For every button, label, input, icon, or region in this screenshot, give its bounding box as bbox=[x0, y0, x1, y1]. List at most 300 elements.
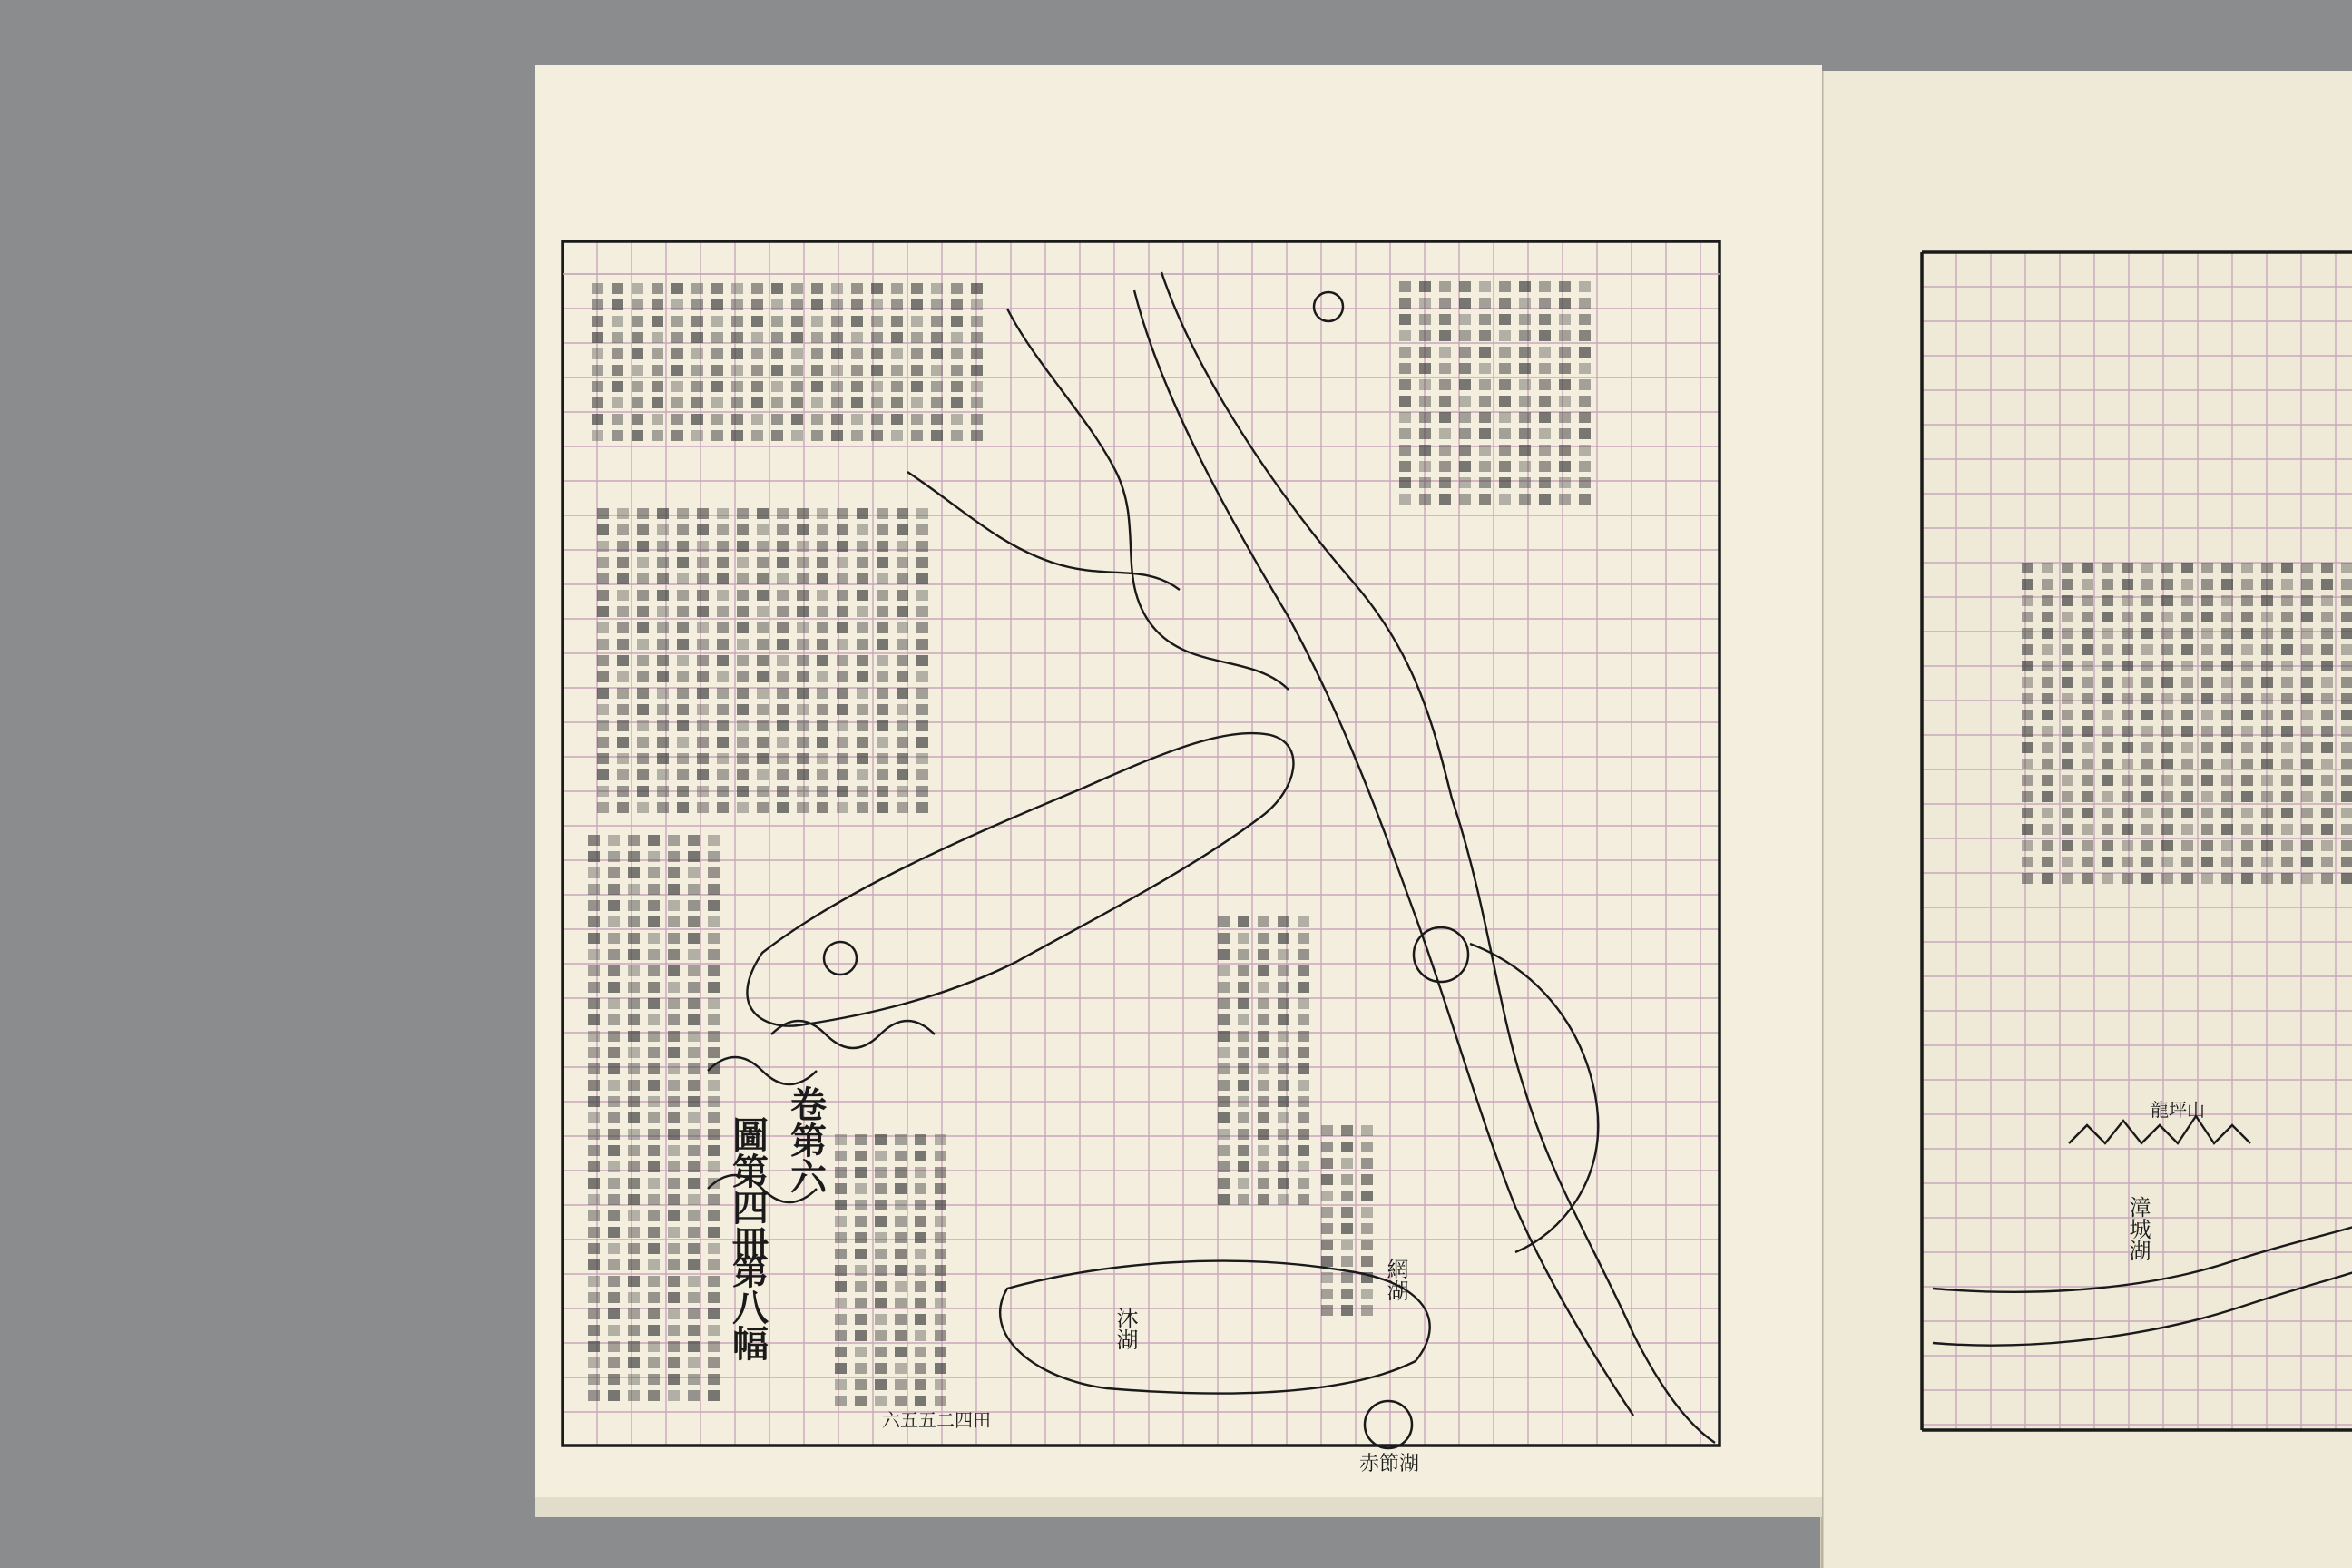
annotation-glyph bbox=[588, 900, 600, 911]
annotation-glyph bbox=[1258, 1194, 1269, 1205]
annotation-glyph bbox=[2261, 759, 2273, 769]
annotation-glyph bbox=[817, 590, 828, 601]
annotation-glyph bbox=[2042, 693, 2053, 704]
annotation-glyph bbox=[1321, 1125, 1333, 1136]
annotation-glyph bbox=[2201, 759, 2213, 769]
annotation-glyph bbox=[2261, 775, 2273, 786]
annotation-glyph bbox=[1298, 1112, 1309, 1123]
annotation-glyph bbox=[2261, 710, 2273, 720]
annotation-glyph bbox=[811, 283, 823, 294]
annotation-glyph bbox=[1399, 298, 1411, 309]
annotation-glyph bbox=[597, 590, 609, 601]
annotation-glyph bbox=[797, 720, 808, 731]
annotation-glyph bbox=[897, 590, 908, 601]
annotation-glyph bbox=[771, 348, 783, 359]
annotation-glyph bbox=[915, 1330, 926, 1341]
annotation-glyph bbox=[608, 1080, 620, 1091]
annotation-glyph bbox=[628, 884, 640, 895]
annotation-glyph bbox=[1519, 363, 1531, 374]
annotation-glyph bbox=[931, 430, 943, 441]
annotation-glyph bbox=[708, 982, 720, 993]
annotation-glyph bbox=[1459, 379, 1471, 390]
annotation-glyph bbox=[691, 430, 703, 441]
annotation-glyph bbox=[831, 414, 843, 425]
annotation-glyph bbox=[837, 802, 848, 813]
annotation-glyph bbox=[791, 348, 803, 359]
annotation-glyph bbox=[708, 1374, 720, 1385]
annotation-glyph bbox=[711, 365, 723, 376]
annotation-glyph bbox=[855, 1249, 867, 1259]
annotation-glyph bbox=[2141, 677, 2153, 688]
annotation-glyph bbox=[1519, 281, 1531, 292]
annotation-glyph bbox=[916, 508, 928, 519]
annotation-glyph bbox=[648, 1129, 660, 1140]
annotation-glyph bbox=[797, 524, 808, 535]
annotation-glyph bbox=[617, 541, 629, 552]
annotation-glyph bbox=[971, 332, 983, 343]
annotation-glyph bbox=[895, 1379, 906, 1390]
annotation-glyph bbox=[1559, 298, 1571, 309]
annotation-glyph bbox=[608, 1325, 620, 1336]
annotation-glyph bbox=[612, 283, 623, 294]
annotation-glyph bbox=[2301, 661, 2313, 671]
annotation-glyph bbox=[608, 1194, 620, 1205]
annotation-glyph bbox=[835, 1134, 847, 1145]
annotation-glyph bbox=[1218, 1178, 1230, 1189]
annotation-glyph bbox=[697, 786, 709, 797]
annotation-glyph bbox=[688, 998, 700, 1009]
annotation-glyph bbox=[2201, 677, 2213, 688]
annotation-glyph bbox=[777, 671, 789, 682]
annotation-glyph bbox=[911, 365, 923, 376]
annotation-glyph bbox=[1519, 347, 1531, 358]
annotation-glyph bbox=[711, 414, 723, 425]
annotation-glyph bbox=[2161, 693, 2173, 704]
annotation-glyph bbox=[2241, 661, 2253, 671]
annotation-glyph bbox=[1399, 445, 1411, 456]
annotation-glyph bbox=[2301, 644, 2313, 655]
annotation-glyph bbox=[931, 283, 943, 294]
annotation-glyph bbox=[837, 769, 848, 780]
annotation-glyph bbox=[2141, 595, 2153, 606]
annotation-glyph bbox=[1258, 1047, 1269, 1058]
annotation-glyph bbox=[2022, 775, 2034, 786]
annotation-glyph bbox=[875, 1216, 887, 1227]
annotation-glyph bbox=[2102, 595, 2113, 606]
annotation-glyph bbox=[895, 1281, 906, 1292]
annotation-glyph bbox=[877, 720, 888, 731]
footer-slug: 六五五二四田 bbox=[882, 1409, 991, 1431]
annotation-glyph bbox=[677, 590, 689, 601]
annotation-glyph bbox=[2281, 840, 2293, 851]
annotation-glyph bbox=[871, 299, 883, 310]
annotation-glyph bbox=[652, 414, 663, 425]
annotation-glyph bbox=[1519, 298, 1531, 309]
annotation-glyph bbox=[588, 1210, 600, 1221]
annotation-glyph bbox=[688, 1063, 700, 1074]
annotation-glyph bbox=[597, 753, 609, 764]
annotation-glyph bbox=[935, 1134, 946, 1145]
annotation-glyph bbox=[2321, 579, 2333, 590]
annotation-glyph bbox=[597, 541, 609, 552]
annotation-glyph bbox=[2082, 661, 2093, 671]
annotation-glyph bbox=[857, 786, 868, 797]
annotation-glyph bbox=[751, 348, 763, 359]
annotation-glyph bbox=[691, 414, 703, 425]
lake-label-huangcheng: 漳城湖 bbox=[2125, 1196, 2151, 1261]
annotation-glyph bbox=[617, 786, 629, 797]
annotation-glyph bbox=[708, 851, 720, 862]
annotation-glyph bbox=[1278, 998, 1289, 1009]
annotation-glyph bbox=[2321, 710, 2333, 720]
annotation-glyph bbox=[1298, 1031, 1309, 1042]
annotation-glyph bbox=[652, 430, 663, 441]
annotation-glyph bbox=[708, 998, 720, 1009]
annotation-glyph bbox=[1238, 933, 1250, 944]
annotation-glyph bbox=[1479, 428, 1491, 439]
annotation-glyph bbox=[2122, 840, 2133, 851]
annotation-glyph bbox=[751, 365, 763, 376]
annotation-glyph bbox=[1479, 281, 1491, 292]
annotation-glyph bbox=[2082, 808, 2093, 818]
annotation-glyph bbox=[691, 348, 703, 359]
annotation-glyph bbox=[771, 299, 783, 310]
annotation-glyph bbox=[1479, 461, 1491, 472]
annotation-glyph bbox=[2341, 808, 2352, 818]
annotation-glyph bbox=[871, 316, 883, 327]
annotation-glyph bbox=[1258, 982, 1269, 993]
annotation-glyph bbox=[1321, 1174, 1333, 1185]
annotation-glyph bbox=[817, 557, 828, 568]
annotation-glyph bbox=[817, 737, 828, 748]
lake-label-wang: 網湖 bbox=[1383, 1258, 1408, 1301]
annotation-glyph bbox=[677, 622, 689, 633]
annotation-glyph bbox=[1218, 1194, 1230, 1205]
annotation-glyph bbox=[2241, 873, 2253, 884]
annotation-glyph bbox=[737, 786, 749, 797]
annotation-glyph bbox=[608, 1357, 620, 1368]
annotation-glyph bbox=[891, 381, 903, 392]
annotation-glyph bbox=[2341, 563, 2352, 573]
annotation-glyph bbox=[668, 1210, 680, 1221]
annotation-glyph bbox=[1559, 347, 1571, 358]
annotation-glyph bbox=[931, 332, 943, 343]
annotation-glyph bbox=[588, 835, 600, 846]
annotation-glyph bbox=[1238, 1014, 1250, 1025]
annotation-glyph bbox=[891, 316, 903, 327]
annotation-glyph bbox=[855, 1298, 867, 1308]
annotation-glyph bbox=[1238, 1047, 1250, 1058]
annotation-glyph bbox=[588, 1357, 600, 1368]
annotation-glyph bbox=[668, 1227, 680, 1238]
annotation-glyph bbox=[1218, 1031, 1230, 1042]
annotation-glyph bbox=[628, 1292, 640, 1303]
annotation-glyph bbox=[2321, 742, 2333, 753]
annotation-glyph bbox=[688, 835, 700, 846]
annotation-glyph bbox=[811, 397, 823, 408]
annotation-glyph bbox=[711, 348, 723, 359]
annotation-glyph bbox=[632, 299, 643, 310]
annotation-glyph bbox=[1399, 396, 1411, 407]
annotation-glyph bbox=[935, 1363, 946, 1374]
annotation-glyph bbox=[851, 299, 863, 310]
annotation-glyph bbox=[2321, 775, 2333, 786]
annotation-glyph bbox=[1238, 1194, 1250, 1205]
annotation-glyph bbox=[588, 1243, 600, 1254]
annotation-glyph bbox=[632, 414, 643, 425]
annotation-glyph bbox=[677, 639, 689, 650]
annotation-glyph bbox=[737, 802, 749, 813]
annotation-glyph bbox=[1559, 412, 1571, 423]
annotation-glyph bbox=[2221, 579, 2233, 590]
annotation-glyph bbox=[2221, 661, 2233, 671]
annotation-glyph bbox=[851, 397, 863, 408]
annotation-glyph bbox=[1218, 1047, 1230, 1058]
annotation-glyph bbox=[877, 688, 888, 699]
annotation-glyph bbox=[2281, 677, 2293, 688]
annotation-glyph bbox=[1439, 330, 1451, 341]
annotation-glyph bbox=[1341, 1256, 1353, 1267]
annotation-glyph bbox=[1399, 347, 1411, 358]
annotation-glyph bbox=[688, 1194, 700, 1205]
annotation-glyph bbox=[2082, 563, 2093, 573]
annotation-glyph bbox=[2141, 726, 2153, 737]
annotation-glyph bbox=[811, 348, 823, 359]
annotation-glyph bbox=[2042, 661, 2053, 671]
annotation-glyph bbox=[628, 1031, 640, 1042]
annotation-glyph bbox=[708, 1145, 720, 1156]
annotation-glyph bbox=[791, 299, 803, 310]
annotation-glyph bbox=[608, 1161, 620, 1172]
annotation-glyph bbox=[688, 1145, 700, 1156]
annotation-glyph bbox=[857, 508, 868, 519]
annotation-glyph bbox=[2181, 873, 2193, 884]
annotation-glyph bbox=[897, 524, 908, 535]
annotation-glyph bbox=[875, 1330, 887, 1341]
annotation-glyph bbox=[697, 573, 709, 584]
annotation-glyph bbox=[1238, 982, 1250, 993]
annotation-glyph bbox=[648, 916, 660, 927]
annotation-glyph bbox=[2122, 563, 2133, 573]
annotation-glyph bbox=[797, 737, 808, 748]
annotation-glyph bbox=[731, 348, 743, 359]
annotation-glyph bbox=[837, 541, 848, 552]
annotation-glyph bbox=[1479, 363, 1491, 374]
annotation-glyph bbox=[2082, 710, 2093, 720]
annotation-glyph bbox=[1579, 330, 1591, 341]
annotation-glyph bbox=[608, 998, 620, 1009]
annotation-glyph bbox=[731, 299, 743, 310]
annotation-glyph bbox=[895, 1298, 906, 1308]
annotation-glyph bbox=[657, 524, 669, 535]
annotation-glyph bbox=[1361, 1223, 1373, 1234]
annotation-glyph bbox=[2201, 742, 2213, 753]
annotation-glyph bbox=[648, 1063, 660, 1074]
annotation-glyph bbox=[2082, 840, 2093, 851]
annotation-glyph bbox=[757, 557, 769, 568]
annotation-glyph bbox=[2241, 726, 2253, 737]
annotation-glyph bbox=[817, 769, 828, 780]
annotation-glyph bbox=[592, 299, 603, 310]
annotation-glyph bbox=[588, 1063, 600, 1074]
annotation-glyph bbox=[951, 316, 963, 327]
annotation-glyph bbox=[2022, 726, 2034, 737]
annotation-glyph bbox=[911, 430, 923, 441]
annotation-glyph bbox=[835, 1379, 847, 1390]
annotation-glyph bbox=[697, 688, 709, 699]
annotation-glyph bbox=[811, 365, 823, 376]
annotation-glyph bbox=[688, 1080, 700, 1091]
annotation-glyph bbox=[2122, 775, 2133, 786]
annotation-glyph bbox=[597, 671, 609, 682]
annotation-glyph bbox=[628, 1194, 640, 1205]
annotation-glyph bbox=[697, 590, 709, 601]
annotation-glyph bbox=[851, 332, 863, 343]
annotation-glyph bbox=[915, 1134, 926, 1145]
annotation-glyph bbox=[617, 671, 629, 682]
annotation-glyph bbox=[935, 1347, 946, 1357]
annotation-glyph bbox=[2141, 857, 2153, 867]
annotation-glyph bbox=[1519, 314, 1531, 325]
annotation-glyph bbox=[1419, 494, 1431, 505]
annotation-glyph bbox=[2261, 791, 2273, 802]
annotation-glyph bbox=[708, 1047, 720, 1058]
annotation-glyph bbox=[857, 655, 868, 666]
annotation-glyph bbox=[2201, 644, 2213, 655]
annotation-glyph bbox=[811, 332, 823, 343]
annotation-glyph bbox=[897, 753, 908, 764]
annotation-glyph bbox=[668, 900, 680, 911]
annotation-glyph bbox=[1218, 1129, 1230, 1140]
annotation-glyph bbox=[711, 430, 723, 441]
annotation-glyph bbox=[1258, 1129, 1269, 1140]
annotation-glyph bbox=[1579, 412, 1591, 423]
annotation-glyph bbox=[657, 753, 669, 764]
annotation-glyph bbox=[637, 655, 649, 666]
annotation-glyph bbox=[897, 541, 908, 552]
annotation-glyph bbox=[2102, 628, 2113, 639]
annotation-glyph bbox=[1419, 363, 1431, 374]
annotation-glyph bbox=[891, 332, 903, 343]
annotation-glyph bbox=[871, 430, 883, 441]
annotation-glyph bbox=[612, 414, 623, 425]
annotation-glyph bbox=[628, 916, 640, 927]
annotation-glyph bbox=[2301, 563, 2313, 573]
annotation-glyph bbox=[2141, 791, 2153, 802]
annotation-glyph bbox=[652, 299, 663, 310]
annotation-glyph bbox=[1439, 314, 1451, 325]
annotation-glyph bbox=[737, 769, 749, 780]
annotation-glyph bbox=[657, 622, 669, 633]
annotation-glyph bbox=[2281, 857, 2293, 867]
annotation-glyph bbox=[877, 704, 888, 715]
annotation-glyph bbox=[897, 671, 908, 682]
annotation-glyph bbox=[708, 1390, 720, 1401]
annotation-glyph bbox=[717, 655, 729, 666]
annotation-glyph bbox=[897, 573, 908, 584]
annotation-glyph bbox=[1341, 1272, 1353, 1283]
annotation-glyph bbox=[2221, 693, 2233, 704]
annotation-glyph bbox=[935, 1314, 946, 1325]
annotation-glyph bbox=[592, 397, 603, 408]
annotation-glyph bbox=[688, 1276, 700, 1287]
annotation-glyph bbox=[1258, 1031, 1269, 1042]
annotation-glyph bbox=[711, 283, 723, 294]
annotation-glyph bbox=[628, 1227, 640, 1238]
annotation-glyph bbox=[757, 606, 769, 617]
annotation-glyph bbox=[2161, 775, 2173, 786]
annotation-glyph bbox=[617, 720, 629, 731]
annotation-glyph bbox=[657, 737, 669, 748]
annotation-glyph bbox=[1399, 477, 1411, 488]
annotation-glyph bbox=[688, 1112, 700, 1123]
annotation-glyph bbox=[2261, 873, 2273, 884]
annotation-glyph bbox=[875, 1396, 887, 1406]
annotation-glyph bbox=[1439, 445, 1451, 456]
annotation-glyph bbox=[915, 1396, 926, 1406]
annotation-glyph bbox=[708, 1259, 720, 1270]
annotation-glyph bbox=[617, 655, 629, 666]
annotation-glyph bbox=[588, 1374, 600, 1385]
annotation-glyph bbox=[1238, 1178, 1250, 1189]
annotation-glyph bbox=[657, 557, 669, 568]
annotation-glyph bbox=[648, 851, 660, 862]
annotation-glyph bbox=[2022, 857, 2034, 867]
lake-label-chijie: 赤節湖 bbox=[1359, 1453, 1420, 1475]
annotation-glyph bbox=[588, 1194, 600, 1205]
annotation-glyph bbox=[857, 573, 868, 584]
annotation-glyph bbox=[628, 867, 640, 878]
annotation-glyph bbox=[2161, 710, 2173, 720]
annotation-glyph bbox=[648, 1080, 660, 1091]
annotation-glyph bbox=[777, 573, 789, 584]
annotation-glyph bbox=[1439, 412, 1451, 423]
annotation-glyph bbox=[915, 1379, 926, 1390]
annotation-glyph bbox=[612, 348, 623, 359]
annotation-glyph bbox=[2181, 710, 2193, 720]
annotation-glyph bbox=[797, 639, 808, 650]
annotation-glyph bbox=[835, 1281, 847, 1292]
annotation-glyph bbox=[668, 1194, 680, 1205]
annotation-glyph bbox=[708, 1031, 720, 1042]
annotation-glyph bbox=[791, 430, 803, 441]
annotation-glyph bbox=[2241, 840, 2253, 851]
annotation-glyph bbox=[632, 365, 643, 376]
annotation-glyph bbox=[1238, 1063, 1250, 1074]
annotation-glyph bbox=[2261, 677, 2273, 688]
annotation-glyph bbox=[1539, 330, 1551, 341]
annotation-glyph bbox=[697, 524, 709, 535]
annotation-glyph bbox=[628, 933, 640, 944]
annotation-glyph bbox=[671, 430, 683, 441]
annotation-glyph bbox=[877, 508, 888, 519]
annotation-glyph bbox=[851, 316, 863, 327]
annotation-glyph bbox=[1519, 379, 1531, 390]
annotation-glyph bbox=[1341, 1174, 1353, 1185]
annotation-glyph bbox=[691, 283, 703, 294]
annotation-glyph bbox=[1218, 1063, 1230, 1074]
annotation-glyph bbox=[971, 430, 983, 441]
annotation-glyph bbox=[1539, 428, 1551, 439]
annotation-glyph bbox=[608, 916, 620, 927]
annotation-glyph bbox=[632, 316, 643, 327]
annotation-glyph bbox=[911, 299, 923, 310]
annotation-glyph bbox=[617, 606, 629, 617]
annotation-glyph bbox=[2301, 726, 2313, 737]
annotation-glyph bbox=[951, 299, 963, 310]
annotation-glyph bbox=[2062, 808, 2073, 818]
annotation-glyph bbox=[817, 639, 828, 650]
